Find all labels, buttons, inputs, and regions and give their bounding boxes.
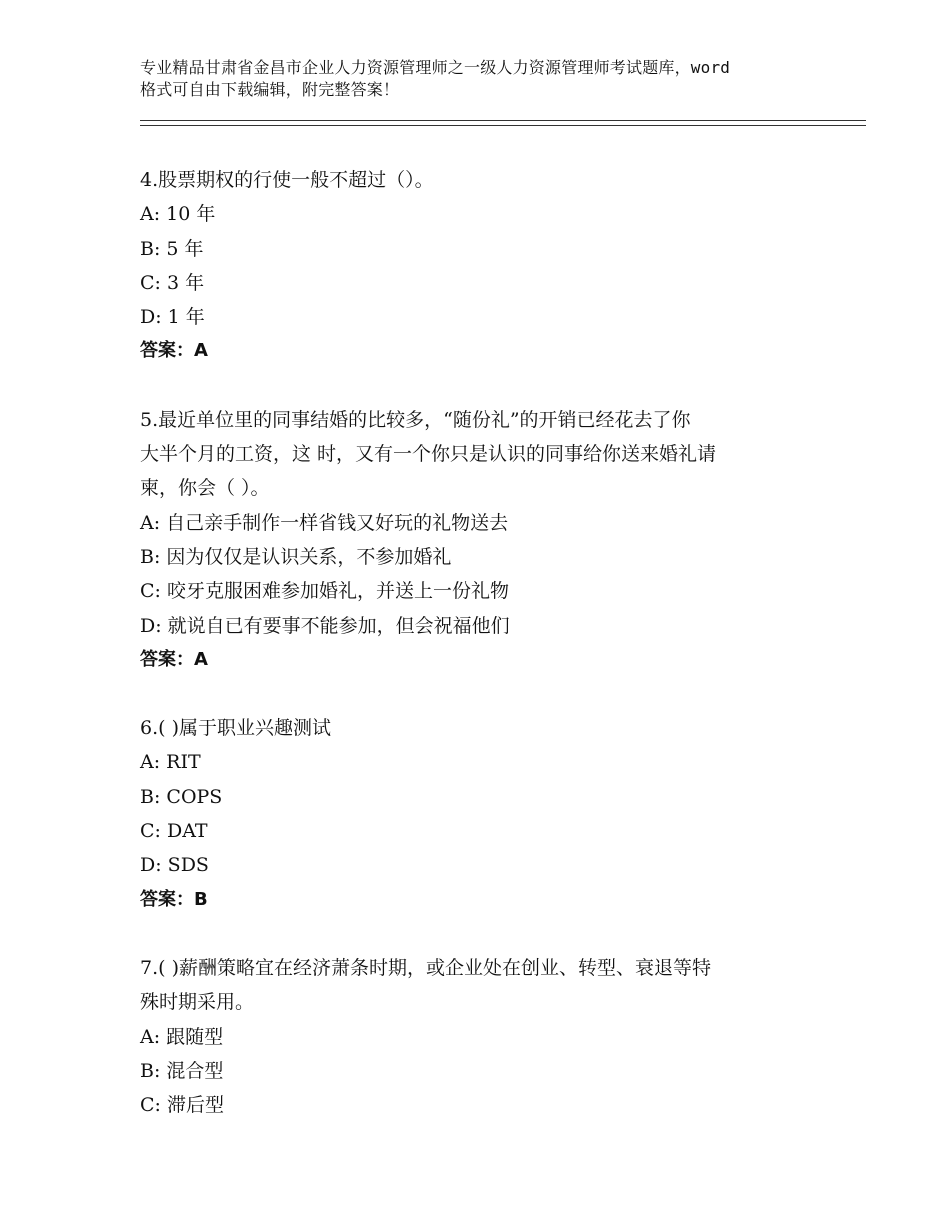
option-b: B: 5 年 (140, 237, 204, 260)
answer-value: A (194, 648, 208, 670)
header-divider (140, 120, 866, 126)
document-header (140, 57, 830, 101)
question-text: 7.( )薪酬策略宜在经济萧条时期，或企业处在创业、转型、衰退等特 (140, 956, 711, 979)
option-d: D: 1 年 (140, 306, 205, 329)
question-text: 4.股票期权的行使一般不超过（）。 (140, 169, 434, 191)
answer-value: A (194, 340, 208, 362)
option-a: A: RIT (140, 751, 201, 774)
answer-label: 答案： (140, 888, 194, 910)
option-d: D: 就说自已有要事不能参加，但会祝福他们 (140, 614, 510, 637)
option-c: C: 3 年 (140, 271, 205, 294)
option-a: A: 自己亲手制作一样省钱又好玩的礼物送去 (140, 511, 509, 534)
question-list (140, 163, 820, 1156)
question-5 (140, 403, 820, 677)
question-6 (140, 711, 820, 917)
question-text: 6.( )属于职业兴趣测试 (140, 717, 331, 740)
answer-value: B (194, 888, 208, 910)
question-text: 殊时期采用。 (140, 991, 255, 1014)
answer-label: 答案： (140, 648, 194, 670)
option-c: C: 滞后型 (140, 1094, 224, 1117)
answer-line (140, 883, 820, 917)
question-text: 柬，你会（ ）。 (140, 477, 270, 500)
question-text: 大半个月的工资，这 时，又有一个你只是认识的同事给你送来婚礼请 (140, 443, 717, 466)
option-b: B: 混合型 (140, 1059, 224, 1082)
question-text: 5.最近单位里的同事结婚的比较多，“随份礼”的开销已经花去了你 (140, 408, 691, 431)
option-b: B: COPS (140, 785, 223, 808)
option-b: B: 因为仅仅是认识关系，不参加婚礼 (140, 545, 452, 568)
header-line-2: 格式可自由下载编辑，附完整答案！ (140, 80, 400, 99)
question-4 (140, 163, 820, 369)
answer-line (140, 643, 820, 677)
question-7 (140, 951, 820, 1122)
option-a: A: 跟随型 (140, 1025, 224, 1048)
answer-line (140, 334, 820, 368)
option-a: A: 10 年 (140, 203, 216, 226)
option-d: D: SDS (140, 854, 209, 877)
option-c: C: 咬牙克服困难参加婚礼，并送上一份礼物 (140, 580, 509, 603)
header-line-1: 专业精品甘肃省金昌市企业人力资源管理师之一级人力资源管理师考试题库，word (140, 58, 731, 77)
option-c: C: DAT (140, 820, 208, 843)
answer-label: 答案： (140, 340, 194, 362)
